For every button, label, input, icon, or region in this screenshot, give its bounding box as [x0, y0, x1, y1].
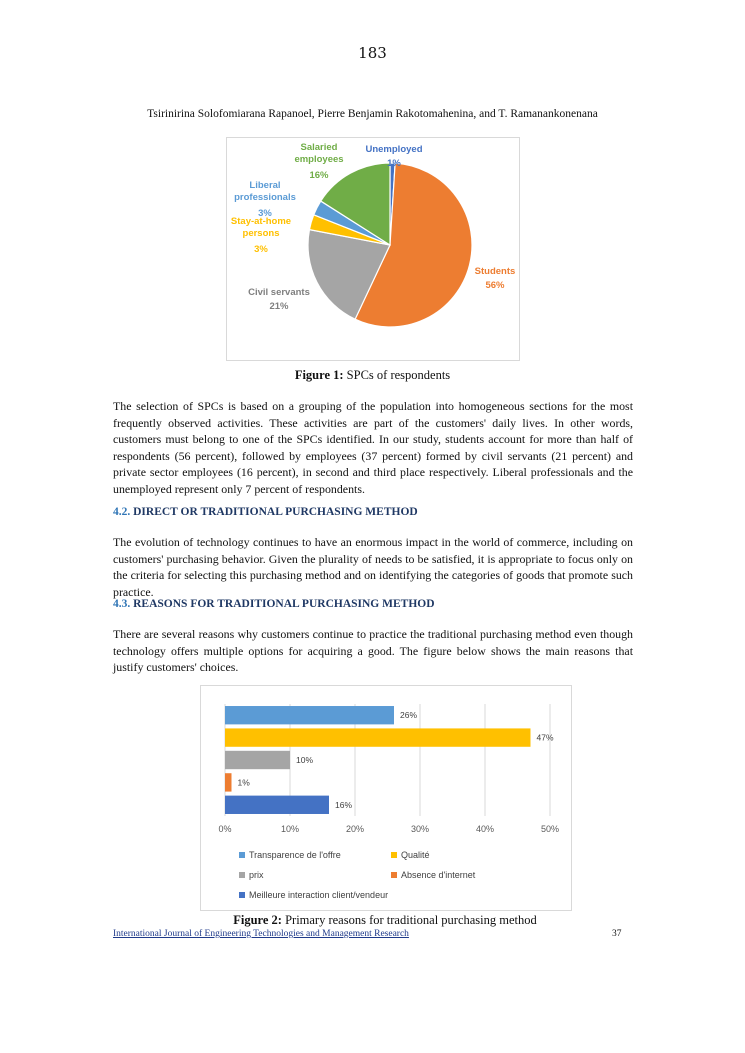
bar-chart: [201, 686, 571, 910]
x-tick-label: 30%: [410, 824, 430, 834]
bar-meilleure-interaction-client-vendeur: [225, 796, 329, 814]
pie-value-unemployed: 1%: [387, 158, 401, 169]
section-4-3-text: There are several reasons why customers continue to practice the traditional purchasing method even though technology offers multiple options for acquiring a good. The figure below shows the main reasons that justify customers' choices.: [113, 627, 633, 674]
paragraph-spc-text: The selection of SPCs is based on a grouping of the population into homogeneous sections for the most frequently observed activities. These activities are part of the customers' daily lives. In other words, customers must belong to one of the SPCs identified. In our study, students account for more than half of respondents (56 percent), followed by employees (37 percent) formed by civil servants (21 percent) and private sector employees (16 percent), in second and third place respectively. Liberal professionals and the unemployed represent only 7 percent of respondents.: [113, 399, 633, 496]
paragraph-spc-selection: [113, 398, 633, 497]
pie-label-civil-servants: Civil servants: [248, 287, 310, 298]
pie-label-unemployed: Unemployed: [365, 144, 423, 155]
bar-value-label: 26%: [400, 710, 418, 721]
section-4-2-paragraph: [113, 534, 633, 600]
section-4-3-number: 4.3.: [113, 598, 131, 610]
legend-swatch-absence-d-internet: [391, 872, 397, 878]
x-tick-label: 40%: [475, 824, 495, 834]
legend-swatch-transparence-de-l-offre: [239, 852, 245, 858]
figure1-caption-text: SPCs of respondents: [346, 368, 451, 382]
figure2-caption: [0, 913, 745, 928]
legend-swatch-prix: [239, 872, 245, 878]
legend-label-absence-d-internet: Absence d'internet: [401, 870, 476, 880]
figure1-caption: [0, 368, 745, 383]
figure1-caption-label: Figure 1:: [294, 368, 344, 382]
x-tick-label: 20%: [345, 824, 365, 834]
pie-label-salaried-employees: Salaried employees: [294, 142, 344, 165]
section-4-3-paragraph: [113, 626, 633, 676]
section-4-2-number: 4.2.: [113, 506, 131, 518]
pie-value-liberal-professionals: 3%: [258, 208, 272, 219]
journal-link[interactable]: International Journal of Engineering Technologies and Management Research: [113, 929, 409, 939]
legend-swatch-qualit: [391, 852, 397, 858]
section-4-2-text: The evolution of technology continues to have an enormous impact in the world of commerce, including on customers' purchasing behavior. Given the plurality of needs to be satisfied, it is appropriate to focus only on the criteria for selecting this purchasing method and on identifying the categories of goods that promote such practice.: [113, 535, 633, 599]
bar-absence-d-internet: [225, 773, 232, 791]
x-tick-label: 10%: [280, 824, 300, 834]
pie-chart: [227, 138, 519, 360]
legend-label-meilleure-interaction-client-vendeur: Meilleure interaction client/vendeur: [249, 890, 389, 900]
figure2-caption-label: Figure 2:: [233, 913, 282, 927]
pie-value-salaried-employees: 16%: [309, 170, 329, 181]
bar-value-label: 10%: [296, 755, 314, 765]
section-4-2-title: DIRECT OR TRADITIONAL PURCHASING METHOD: [133, 506, 418, 518]
bar-prix: [225, 751, 290, 769]
figure1-frame: [226, 137, 520, 361]
pie-value-civil-servants: 21%: [269, 301, 289, 312]
legend-label-qualit: Qualité: [401, 850, 430, 860]
footer-page-number: 37: [612, 929, 622, 939]
x-tick-label: 50%: [540, 824, 560, 834]
pie-label-stay-at-home-persons: Stay-at-home persons: [230, 216, 292, 239]
section-4-3-heading: [113, 598, 435, 610]
bar-qualit: [225, 728, 531, 746]
figure2-caption-text: Primary reasons for traditional purchasing method: [285, 913, 537, 927]
pie-value-stay-at-home-persons: 3%: [254, 244, 268, 255]
legend-label-prix: prix: [249, 870, 264, 880]
bar-value-label: 1%: [237, 777, 250, 788]
pie-label-students: Students: [474, 266, 516, 277]
bar-transparence-de-l-offre: [225, 706, 394, 724]
running-header-authors: Tsirinirina Solofomiarana Rapanoel, Pierre Benjamin Rakotomahenina, and T. Ramanankonenana: [147, 108, 598, 120]
legend-label-transparence-de-l-offre: Transparence de l'offre: [249, 850, 341, 860]
legend-swatch-meilleure-interaction-client-vendeur: [239, 892, 245, 898]
figure2-frame: [200, 685, 572, 911]
section-4-3-title: REASONS FOR TRADITIONAL PURCHASING METHOD: [133, 598, 435, 610]
page-number: 183: [358, 44, 387, 62]
section-4-2-heading: [113, 506, 418, 518]
bar-value-label: 47%: [536, 732, 554, 743]
x-tick-label: 0%: [218, 824, 232, 834]
bar-value-label: 16%: [335, 799, 353, 810]
pie-label-liberal-professionals: Liberal professionals: [234, 180, 296, 203]
pie-value-students: 56%: [485, 280, 505, 291]
